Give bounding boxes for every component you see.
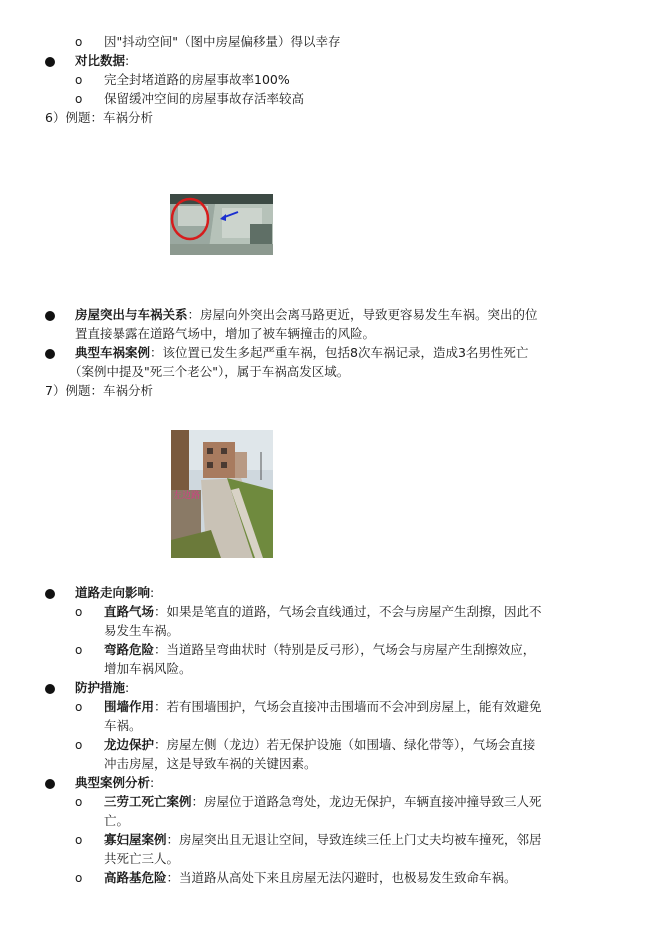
- list-marker-hollow: o: [75, 795, 83, 809]
- item-label: 弯路危险: [104, 642, 155, 657]
- item-text: ：该位置已发生多起严重车祸，包括8次车祸记录，造成3名男性死亡: [150, 345, 529, 360]
- list-item: [75, 774, 154, 792]
- list-item: [75, 52, 129, 70]
- item-label: 典型案例分析: [75, 775, 151, 790]
- list-marker-hollow: o: [75, 643, 83, 657]
- list-item: [104, 603, 542, 621]
- list-item-continuation: 共死亡三人。: [104, 851, 180, 866]
- road-house-photo: [171, 430, 273, 558]
- list-item: [104, 698, 542, 716]
- item-label: 高路基危险: [104, 870, 167, 885]
- item-colon: :: [125, 53, 130, 68]
- item-text: ：如果是笔直的道路，气场会直线通过，不会与房屋产生刮擦，因此不: [154, 604, 542, 619]
- item-label: 寡妇屋案例: [104, 832, 167, 847]
- item-label: 典型车祸案例: [75, 345, 151, 360]
- item-label: 龙边保护: [104, 737, 155, 752]
- item-label: 围墙作用: [104, 699, 155, 714]
- list-bullet: [45, 349, 55, 359]
- list-item-continuation: 车祸。: [104, 718, 142, 733]
- item-label: 直路气场: [104, 604, 155, 619]
- list-item-continuation: 增加车祸风险。: [104, 661, 192, 676]
- list-item-continuation: 易发生车祸。: [104, 623, 180, 638]
- item-label: 对比数据: [75, 53, 126, 68]
- list-bullet: [45, 311, 55, 321]
- list-item-continuation: 亡。: [104, 813, 130, 828]
- list-marker-hollow: o: [75, 73, 83, 87]
- list-item: [75, 584, 154, 602]
- list-bullet: [45, 57, 55, 67]
- item-colon: :: [150, 585, 155, 600]
- item-label: 房屋突出与车祸关系: [75, 307, 188, 322]
- list-item: 完全封堵道路的房屋事故率100%: [104, 72, 290, 87]
- list-marker-hollow: o: [75, 871, 83, 885]
- item-text: ：当道路呈弯曲状时（特别是反弓形），气场会与房屋产生刮擦效应，: [154, 642, 536, 657]
- list-item: [75, 679, 129, 697]
- item-text: ：房屋左侧（龙边）若无保护设施（如围墙、绿化带等），气场会直接: [154, 737, 536, 752]
- list-item: [75, 344, 528, 362]
- item-label: 道路走向影响: [75, 585, 151, 600]
- item-text: ：当道路从高处下来且房屋无法闪避时，也极易发生致命车祸。: [166, 870, 517, 885]
- list-item: 保留缓冲空间的房屋事故存活率较高: [104, 91, 305, 106]
- list-bullet: [45, 684, 55, 694]
- section-heading: 6）例题：车祸分析: [45, 110, 153, 125]
- item-colon: :: [150, 775, 155, 790]
- list-item: 因"抖动空间"（图中房屋偏移量）得以幸存: [104, 34, 341, 49]
- list-item-continuation: 冲击房屋，这是导致车祸的关键因素。: [104, 756, 317, 771]
- list-item: [104, 736, 535, 754]
- photo-caption: 左边路: [173, 491, 201, 501]
- list-item: [104, 793, 542, 811]
- list-bullet: [45, 589, 55, 599]
- list-bullet: [45, 779, 55, 789]
- list-item: [104, 641, 535, 659]
- car-accident-photo: [170, 194, 273, 255]
- list-marker-hollow: o: [75, 35, 83, 49]
- item-colon: :: [125, 680, 130, 695]
- item-text: ：房屋向外突出会离马路更近，导致更容易发生车祸。突出的位: [187, 307, 538, 322]
- section-heading: 7）例题：车祸分析: [45, 383, 153, 398]
- list-marker-hollow: o: [75, 833, 83, 847]
- list-marker-hollow: o: [75, 92, 83, 106]
- list-marker-hollow: o: [75, 700, 83, 714]
- list-item-continuation: 置直接暴露在道路气场中，增加了被车辆撞击的风险。: [75, 326, 376, 341]
- item-text: ：房屋突出且无退让空间，导致连续三任上门丈夫均被车撞死，邻居: [166, 832, 542, 847]
- item-label: 三劳工死亡案例: [104, 794, 192, 809]
- list-item: [104, 869, 517, 887]
- list-item: [104, 831, 542, 849]
- item-label: 防护措施: [75, 680, 126, 695]
- item-text: ：房屋位于道路急弯处，龙边无保护，车辆直接冲撞导致三人死: [191, 794, 542, 809]
- list-marker-hollow: o: [75, 605, 83, 619]
- list-marker-hollow: o: [75, 738, 83, 752]
- list-item: [75, 306, 538, 324]
- car-accident-image: [170, 194, 273, 255]
- list-item-continuation: （案例中提及"死三个老公"），属于车祸高发区域。: [69, 364, 350, 379]
- item-text: ：若有围墙围护，气场会直接冲击围墙而不会冲到房屋上，能有效避免: [154, 699, 542, 714]
